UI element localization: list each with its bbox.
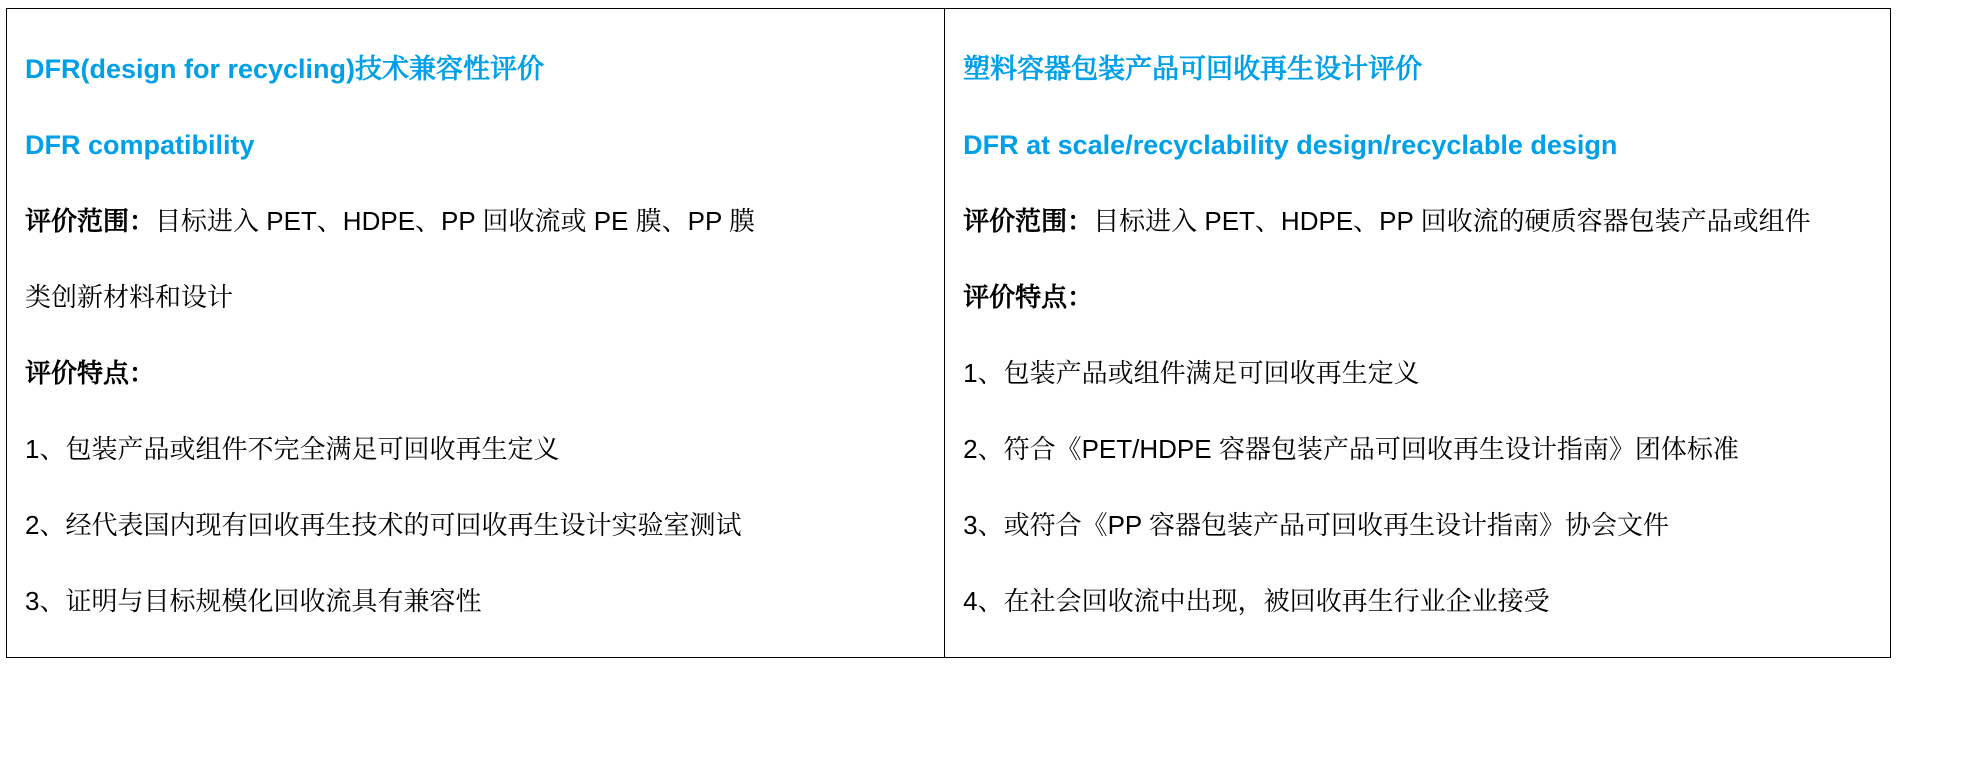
features-label: 评价特点： [25,358,156,388]
feature-item: 3、证明与目标规模化回收流具有兼容性 [25,586,482,616]
comparison-table [6,8,1891,658]
scope-text-line2: 类创新材料和设计 [25,282,234,312]
feature-item: 2、经代表国内现有回收再生技术的可回收再生设计实验室测试 [25,510,742,540]
column-heading-en: DFR at scale/recyclability design/recyclable design [963,130,1618,160]
feature-item: 3、或符合《PP 容器包装产品可回收再生设计指南》协会文件 [963,510,1670,540]
scope-label: 评价范围： [25,206,156,236]
scope-text-line1: 目标进入 PET、HDPE、PP 回收流的硬质容器包装产品或组件 [1093,206,1811,236]
scope-paragraph [25,183,934,259]
features-label: 评价特点： [963,282,1094,312]
column-heading-cn: DFR(design for recycling)技术兼容性评价 [25,54,545,84]
feature-item: 2、符合《PET/HDPE 容器包装产品可回收再生设计指南》团体标准 [963,434,1739,464]
column-heading-cn: 塑料容器包装产品可回收再生设计评价 [963,54,1423,84]
table-cell-dfr-compatibility [7,9,945,658]
table-row [7,9,1891,658]
column-heading-en: DFR compatibility [25,130,255,160]
feature-item: 4、在社会回收流中出现，被回收再生行业企业接受 [963,586,1550,616]
feature-item: 1、包装产品或组件满足可回收再生定义 [963,358,1420,388]
table-cell-recyclable-design [945,9,1891,658]
scope-text-line1: 目标进入 PET、HDPE、PP 回收流或 PE 膜、PP 膜 [155,206,756,236]
scope-label: 评价范围： [963,206,1094,236]
scope-paragraph [963,183,1872,259]
feature-item: 1、包装产品或组件不完全满足可回收再生定义 [25,434,560,464]
